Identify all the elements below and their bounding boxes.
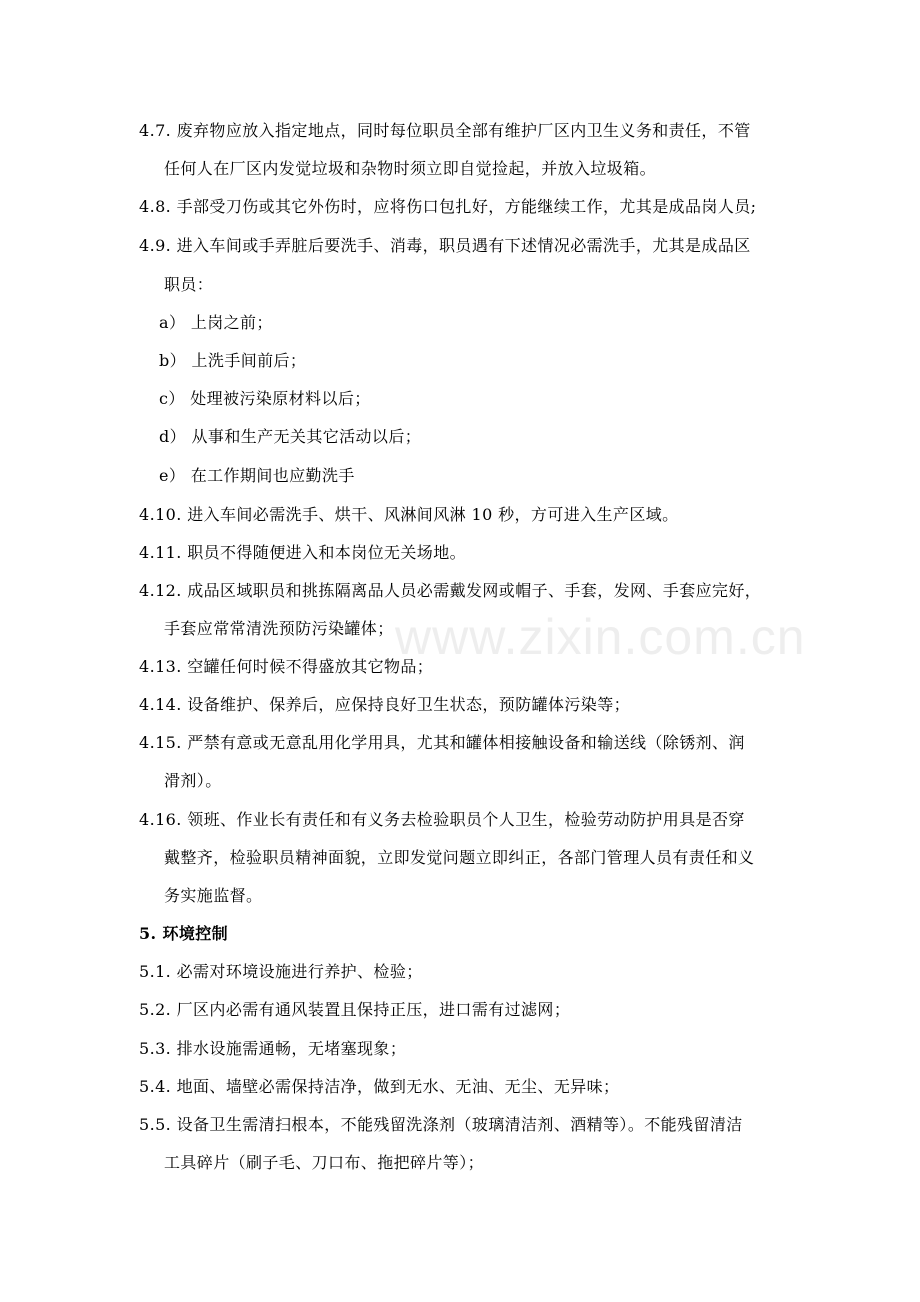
text-line: 滑剂）。 [164,771,222,790]
text-line: 4.16. 领班、作业长有责任和有义务去检验职员个人卫生，检验劳动防护用具是否穿 [139,810,745,829]
text-line: 4.14. 设备维护、保养后，应保持良好卫生状态，预防罐体污染等； [139,695,630,714]
text-line: 戴整齐，检验职员精神面貌，立即发觉问题立即纠正，各部门管理人员有责任和义 [164,848,755,867]
text-line: 职员： [164,275,214,294]
list-item: e） 在工作期间也应勤洗手 [159,466,355,485]
text-line: 5.4. 地面、墙壁必需保持洁净，做到无水、无油、无尘、无异味； [139,1077,620,1096]
text-line: 4.9. 进入车间或手弄脏后要洗手、消毒，职员遇有下述情况必需洗手，尤其是成品区 [139,236,751,255]
text-line: 5.5. 设备卫生需清扫根本，不能残留洗涤剂（玻璃清洁剂、酒精等）。不能残留清洁 [139,1115,743,1134]
text-line: 5.1. 必需对环境设施进行养护、检验； [139,962,423,981]
watermark: www.zixin.com.cn [395,609,806,665]
text-line: 4.11. 职员不得随便进入和本岗位无关场地。 [139,543,466,562]
list-item: d） 从事和生产无关其它活动以后； [159,427,422,446]
text-line: 4.13. 空罐任何时候不得盛放其它物品； [139,657,434,676]
text-line: 5.3. 排水设施需通畅，无堵塞现象； [139,1039,407,1058]
section-heading: 5. 环境控制 [139,924,229,943]
text-line: 4.15. 严禁有意或无意乱用化学用具，尤其和罐体相接触设备和输送线（除锈剂、润 [139,733,745,752]
text-line: 务实施监督。 [164,886,263,905]
list-item: a） 上岗之前； [159,313,273,332]
text-line: 任何人在厂区内发觉垃圾和杂物时须立即自觉捡起，并放入垃圾箱。 [164,159,657,178]
text-line: 工具碎片（刷子毛、刀口布、拖把碎片等）； [164,1153,485,1172]
list-item: c） 处理被污染原材料以后； [159,389,371,408]
text-line: 手套应常常清洗预防污染罐体； [164,619,394,638]
text-line: 4.10. 进入车间必需洗手、烘干、风淋间风淋 10 秒，方可进入生产区域。 [139,505,679,524]
text-line: 4.8. 手部受刀伤或其它外伤时，应将伤口包扎好，方能继续工作，尤其是成品岗人员; [139,197,757,216]
text-line: 5.2. 厂区内必需有通风装置且保持正压，进口需有过滤网； [139,1000,571,1019]
text-line: 4.7. 废弃物应放入指定地点，同时每位职员全部有维护厂区内卫生义务和责任，不管 [139,121,751,140]
list-item: b） 上洗手间前后； [159,351,307,370]
text-line: 4.12. 成品区域职员和挑拣隔离品人员必需戴发网或帽子、手套，发网、手套应完好， [139,581,762,600]
